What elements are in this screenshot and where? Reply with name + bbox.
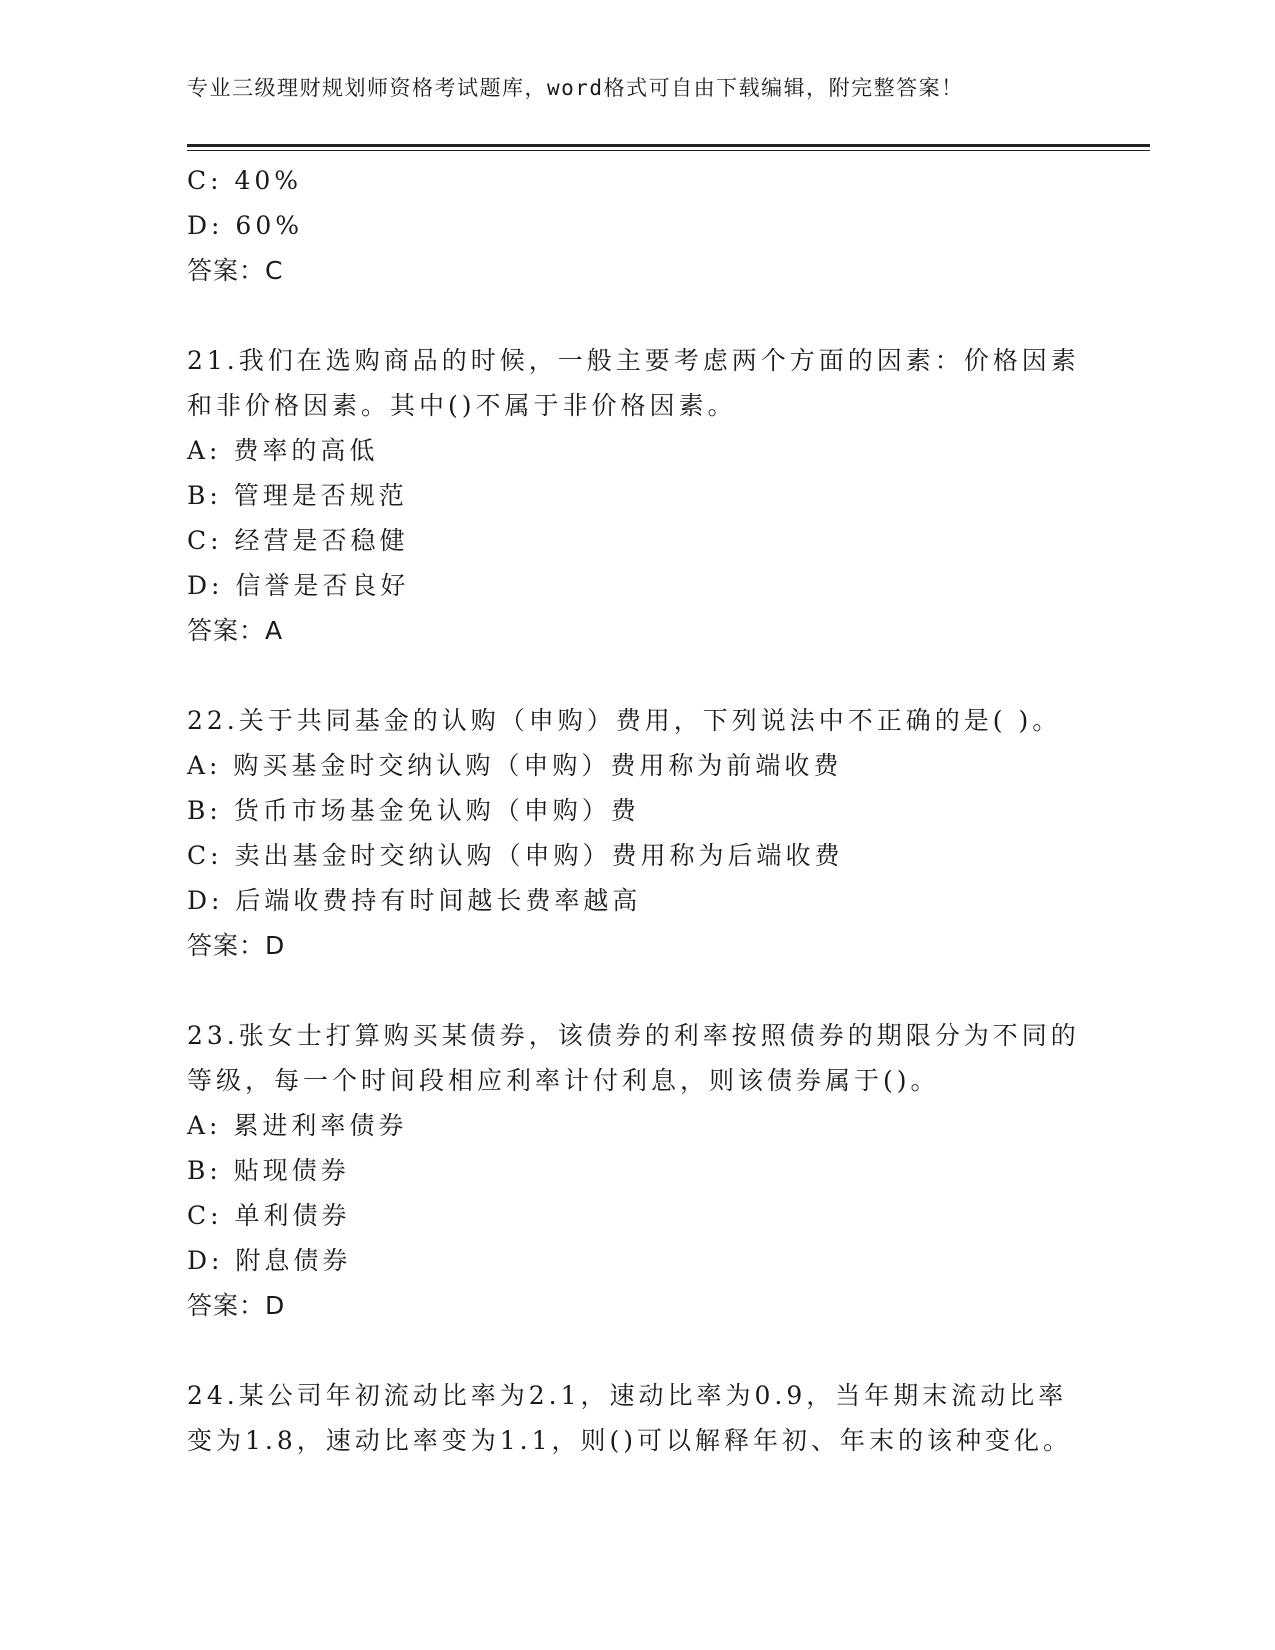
question-stem: 等级，每一个时间段相应利率计付利息，则该债券属于()。 [187, 1066, 940, 1095]
page-header: 专业三级理财规划师资格考试题库，word格式可自由下载编辑，附完整答案！ [187, 76, 964, 100]
option-b: B: 货币市场基金免认购（申购）费 [187, 796, 640, 825]
option-a: A: 购买基金时交纳认购（申购）费用称为前端收费 [187, 751, 843, 780]
option-d: D: 信誉是否良好 [187, 571, 410, 600]
header-rule-thin [187, 150, 1150, 151]
question-stem: 和非价格因素。其中()不属于非价格因素。 [187, 391, 737, 420]
option-d: D: 附息债券 [187, 1246, 352, 1275]
option-d: D: 60% [187, 211, 303, 240]
option-a: A: 费率的高低 [187, 436, 379, 465]
question-list [187, 158, 1087, 1463]
answer: 答案：A [187, 616, 284, 645]
question-stem: 21.我们在选购商品的时候，一般主要考虑两个方面的因素：价格因素 [187, 346, 1080, 375]
option-c: C: 卖出基金时交纳认购（申购）费用称为后端收费 [187, 841, 844, 870]
question-stem: 变为1.8，速动比率变为1.1，则()可以解释年初、年末的该种变化。 [187, 1426, 1073, 1455]
option-c: C: 单利债券 [187, 1201, 351, 1230]
option-a: A: 累进利率债券 [187, 1111, 408, 1140]
option-d: D: 后端收费持有时间越长费率越高 [187, 886, 642, 915]
option-c: C: 经营是否稳健 [187, 526, 409, 555]
question-stem: 22.关于共同基金的认购（申购）费用，下列说法中不正确的是( )。 [187, 706, 1062, 735]
answer: 答案：C [187, 256, 284, 285]
option-b: B: 管理是否规范 [187, 481, 408, 510]
question-stem: 23.张女士打算购买某债券，该债券的利率按照债券的期限分为不同的 [187, 1021, 1080, 1050]
header-rule [187, 144, 1150, 147]
option-b: B: 贴现债券 [187, 1156, 350, 1185]
question-stem: 24.某公司年初流动比率为2.1，速动比率为0.9，当年期末流动比率 [187, 1381, 1068, 1410]
answer: 答案：D [187, 931, 286, 960]
answer: 答案：D [187, 1291, 286, 1320]
option-c: C: 40% [187, 166, 303, 195]
